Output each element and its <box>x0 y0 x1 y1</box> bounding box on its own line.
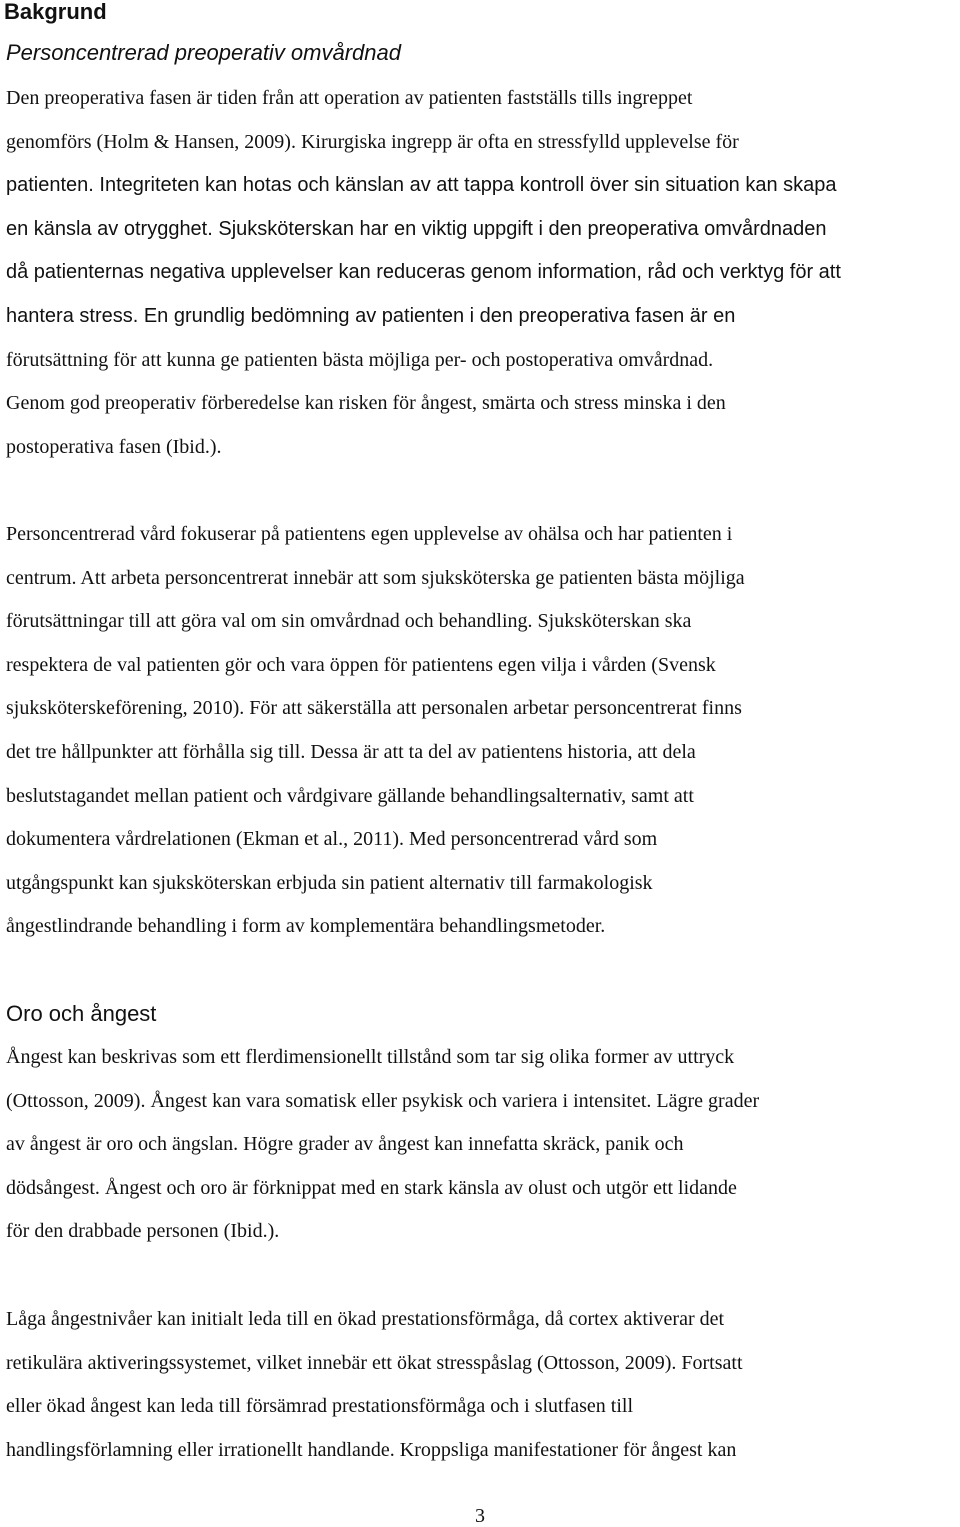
text-line: utgångspunkt kan sjuksköterskan erbjuda sin patient alternativ till farmakologisk <box>6 871 653 894</box>
page-number: 3 <box>475 1505 485 1527</box>
text-line: Ångest kan beskrivas som ett flerdimensionellt tillstånd som tar sig olika former av uttryck <box>6 1046 735 1068</box>
section-heading: Bakgrund <box>4 0 107 24</box>
text-line: beslutstagandet mellan patient och vårdgivare gällande behandlingsalternativ, samt att <box>6 784 694 807</box>
paragraph-preoperativ <box>6 77 960 469</box>
text-line: retikulära aktiveringssystemet, vilket innebär ett ökat stresspåslag (Ottosson, 2009). Fortsatt <box>6 1351 743 1374</box>
text-line: Genom god preoperativ förberedelse kan risken för ångest, smärta och stress minska i den <box>6 392 726 415</box>
text-line: Personcentrerad vård fokuserar på patientens egen upplevelse av ohälsa och har patienten i <box>6 523 733 545</box>
text-line: centrum. Att arbeta personcentrerat innebär att som sjuksköterska ge patienten bästa möjliga <box>6 566 745 589</box>
text-line: då patienternas negativa upplevelser kan reduceras genom information, råd och verktyg för att <box>6 261 841 284</box>
text-line: en känsla av otrygghet. Sjuksköterskan har en viktig uppgift i den preoperativa omvårdnaden <box>6 217 827 240</box>
text-line: förutsättningar till att göra val om sin omvårdnad och behandling. Sjuksköterskan ska <box>6 610 692 633</box>
text-line: av ångest är oro och ängslan. Högre grader av ångest kan innefatta skräck, panik och <box>6 1133 684 1156</box>
paragraph-angestnivaer <box>6 1298 960 1472</box>
text-line: dödsångest. Ångest och oro är förknippat med en stark känsla av olust och utgör ett lidande <box>6 1176 737 1199</box>
text-line: patienten. Integriteten kan hotas och känslan av att tappa kontroll över sin situation kan skapa <box>6 174 837 197</box>
text-line: Låga ångestnivåer kan initialt leda till en ökad prestationsförmåga, då cortex aktiverar det <box>6 1308 725 1330</box>
text-line: för den drabbade personen (Ibid.). <box>6 1220 280 1243</box>
text-line: förutsättning för att kunna ge patienten bästa möjliga per- och postoperativa omvårdnad. <box>6 348 714 371</box>
text-line: postoperativa fasen (Ibid.). <box>6 435 222 458</box>
subheading-oro-och-angest: Oro och ångest <box>6 1001 157 1026</box>
text-line: sjuksköterskeförening, 2010). För att säkerställa att personalen arbetar personcentrerat finns <box>6 697 742 720</box>
paragraph-personcentrerad-vard <box>6 513 960 949</box>
paragraph-angest <box>6 1036 960 1254</box>
text-line: det tre hållpunkter att förhålla sig till. Dessa är att ta del av patientens historia, att dela <box>6 740 696 763</box>
text-line: dokumentera vårdrelationen (Ekman et al., 2011). Med personcentrerad vård som <box>6 828 658 851</box>
text-line: ångestlindrande behandling i form av komplementära behandlingsmetoder. <box>6 915 606 938</box>
text-line: respektera de val patienten gör och vara öppen för patientens egen vilja i vården (Svensk <box>6 653 716 676</box>
text-line: Den preoperativa fasen är tiden från att operation av patienten fastställs tills ingreppet <box>6 87 693 109</box>
text-line: eller ökad ångest kan leda till försämrad prestationsförmåga och i slutfasen till <box>6 1395 634 1418</box>
text-line: (Ottosson, 2009). Ångest kan vara somatisk eller psykisk och variera i intensitet. Lägre grader <box>6 1089 760 1112</box>
subheading-personcentrerad: Personcentrerad preoperativ omvårdnad <box>6 40 402 65</box>
text-line: hantera stress. En grundlig bedömning av patienten i den preoperativa fasen är en <box>6 304 736 327</box>
text-line: handlingsförlamning eller irrationellt handlande. Kroppsliga manifestationer för ångest kan <box>6 1438 737 1461</box>
text-line: genomförs (Holm & Hansen, 2009). Kirurgiska ingrepp är ofta en stressfylld upplevelse för <box>6 130 739 153</box>
